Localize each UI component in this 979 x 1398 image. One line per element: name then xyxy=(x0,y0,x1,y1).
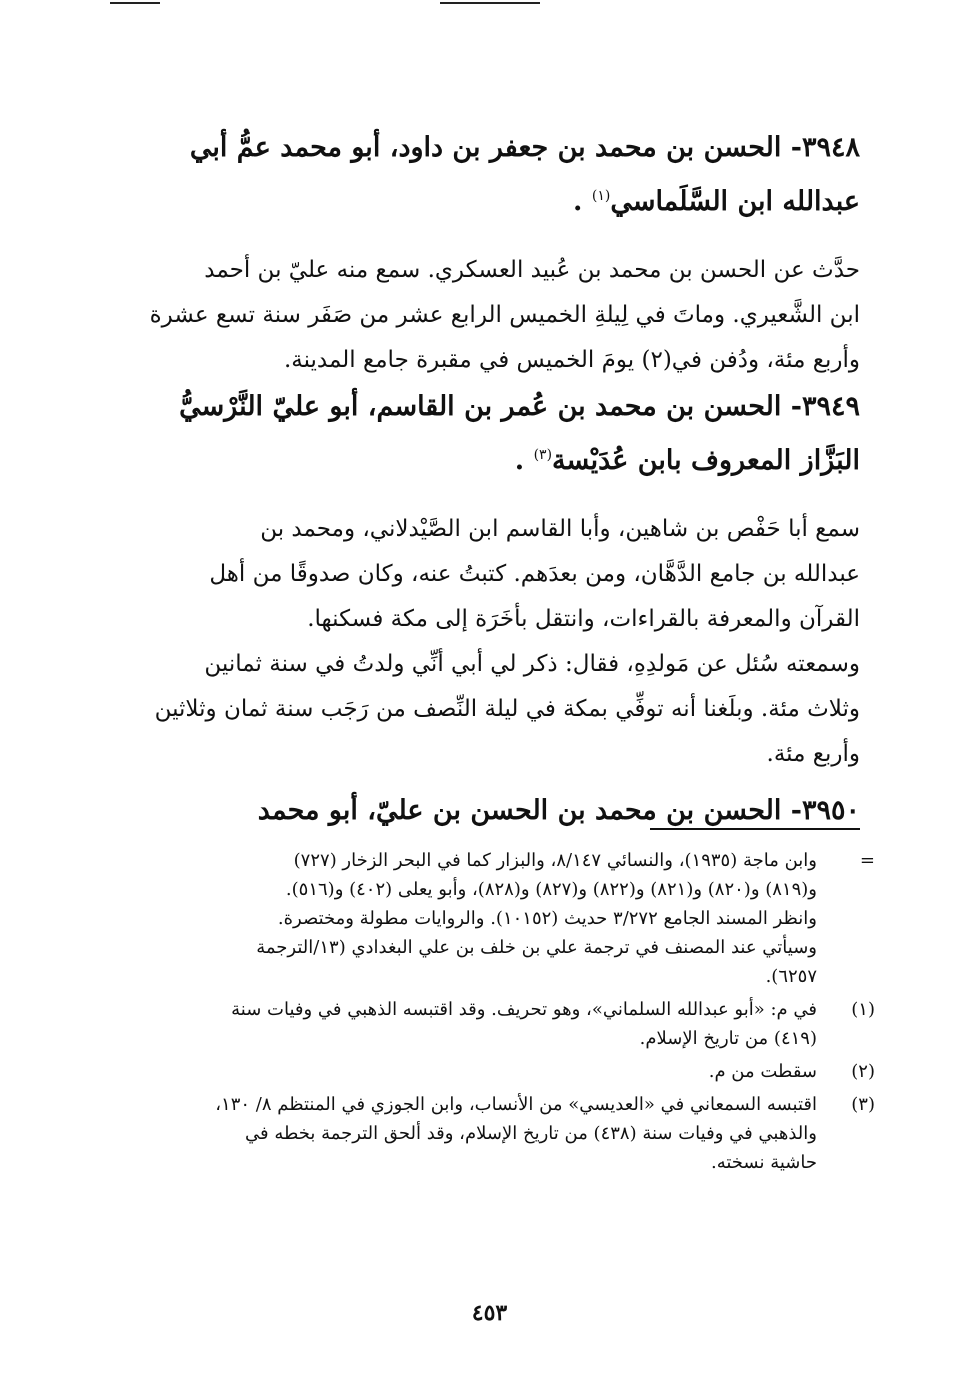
footnote-marker: (٢) xyxy=(851,1061,875,1082)
footnote-marker: = xyxy=(859,850,875,871)
paragraph-line: سمع أبا حَفْص بن شاهين، وأبا القاسم ابن الصَّيْدلاني، ومحمد بن xyxy=(260,516,860,542)
footnote-line: سقطت من م. xyxy=(708,1061,817,1082)
entry-title-line xyxy=(140,172,860,226)
main-text xyxy=(140,118,860,835)
footnote-marker: (٣) xyxy=(851,1094,875,1115)
top-rule-left xyxy=(110,2,160,4)
title-end: . xyxy=(514,445,534,476)
footnote-line: وسيأتي عند المصنف في ترجمة علي بن خلف بن علي البغدادي (١٣/الترجمة xyxy=(256,937,817,958)
entry-title-text: البَزَّاز المعروف بابن عُدَيْسة xyxy=(552,445,860,476)
footnote-ref: (٣) xyxy=(533,447,553,463)
footnote-line: (٤١٩) من تاريخ الإسلام. xyxy=(639,1028,817,1049)
footnote-line: حاشية نسخته. xyxy=(711,1152,817,1173)
entry-title-text: عبدالله ابن السَّلَماسي xyxy=(610,186,860,217)
title-end: . xyxy=(573,186,592,217)
paragraph-line: عبدالله بن جامع الدَّهَّان، ومن بعدَهم. كتبتُ عنه، وكان صدوقًا من أهل xyxy=(209,561,860,587)
footnote-line: ٦٢٥٧). xyxy=(765,966,817,987)
footnote-1 xyxy=(140,995,875,1053)
footnote-line: و(٨١٩) و(٨٢٠) و(٨٢١) و(٨٢٢) و(٨٢٧) و(٨٢٨)، وأبو يعلى (٤٠٢) و(٥١٦). xyxy=(285,879,817,900)
footnote-line: والذهبي في وفيات سنة (٤٣٨) من تاريخ الإسلام، وقد ألحق الترجمة بخطه في xyxy=(245,1123,817,1144)
entry-paragraph xyxy=(140,248,860,383)
footnote-line: اقتبسه السمعاني في «العديسي» من الأنساب، وابن الجوزي في المنتظم ٨/ ١٣٠، xyxy=(215,1094,817,1115)
paragraph-line: وأربع مئة. xyxy=(766,741,860,767)
top-rule-center xyxy=(440,2,540,4)
paragraph-line: حدَّث عن الحسن بن محمد بن عُبيد العسكري. سمع منه عليّ بن أحمد xyxy=(204,257,860,283)
paragraph-line: ابن الشَّعيري. وماتَ في لِيلةِ الخميس الرابع عشر من صَفَر سنة تسع عشرة xyxy=(149,302,860,328)
paragraph-line: وأربع مئة، ودُفن في(٢) يومَ الخميس في مقبرة جامع المدينة. xyxy=(283,347,860,373)
entry-title-3948 xyxy=(140,124,860,226)
paragraph-line: وثلاث مئة. وبلَغنا أنه توفِّي بمكة في ليلة النِّصف من رَجَب سنة ثمان وثلاثين xyxy=(154,696,860,722)
footnote-line: وابن ماجة (١٩٣٥)، والنسائي ٨/١٤٧، والبزار كما في البحر الزخار (٧٢٧) xyxy=(293,850,817,871)
footnote-line: وانظر المسند الجامع ٣/٢٧٢ حديث (١٠١٥٢). والروايات مطولة ومختصرة. xyxy=(277,908,817,929)
footnote-continued xyxy=(140,846,875,991)
entry-title-line: ٣٩٤٨- الحسن بن محمد بن جعفر بن داود، أبو محمد عمُّ أبي xyxy=(189,132,860,163)
page-number: ٤٥٣ xyxy=(471,1300,508,1326)
paragraph-line: القرآن والمعرفة بالقراءات، وانتقل بأخَرَة إلى مكة فسكنها. xyxy=(307,606,860,632)
paragraph-line: وسمعته سُئل عن مَولدِهِ، فقال: ذكر لي أبي أنِّي ولدتُ في سنة ثمانين xyxy=(204,651,860,677)
footnote-ref: (١) xyxy=(591,188,611,204)
footnotes xyxy=(140,846,875,1177)
footnote-separator xyxy=(650,828,860,830)
entry-paragraph xyxy=(140,642,860,777)
entry-title-line: ٣٩٤٩- الحسن بن محمد بن عُمر بن القاسم، أبو عليّ النَّرْسيُّ xyxy=(179,391,860,422)
entry-paragraph xyxy=(140,507,860,642)
entry-title-line: ٣٩٥٠- الحسن بن محمد بن الحسن بن عليّ، أبو محمد xyxy=(257,795,860,826)
entry-title-3949 xyxy=(140,383,860,485)
footnote-3 xyxy=(140,1090,875,1177)
footnote-line: في م: «أبو عبدالله السلماني»، وهو تحريف. وقد اقتبسه الذهبي في وفيات سنة xyxy=(231,999,817,1020)
entry-title-line xyxy=(140,431,860,485)
footnote-marker: (١) xyxy=(851,999,875,1020)
footnote-2 xyxy=(140,1057,875,1086)
